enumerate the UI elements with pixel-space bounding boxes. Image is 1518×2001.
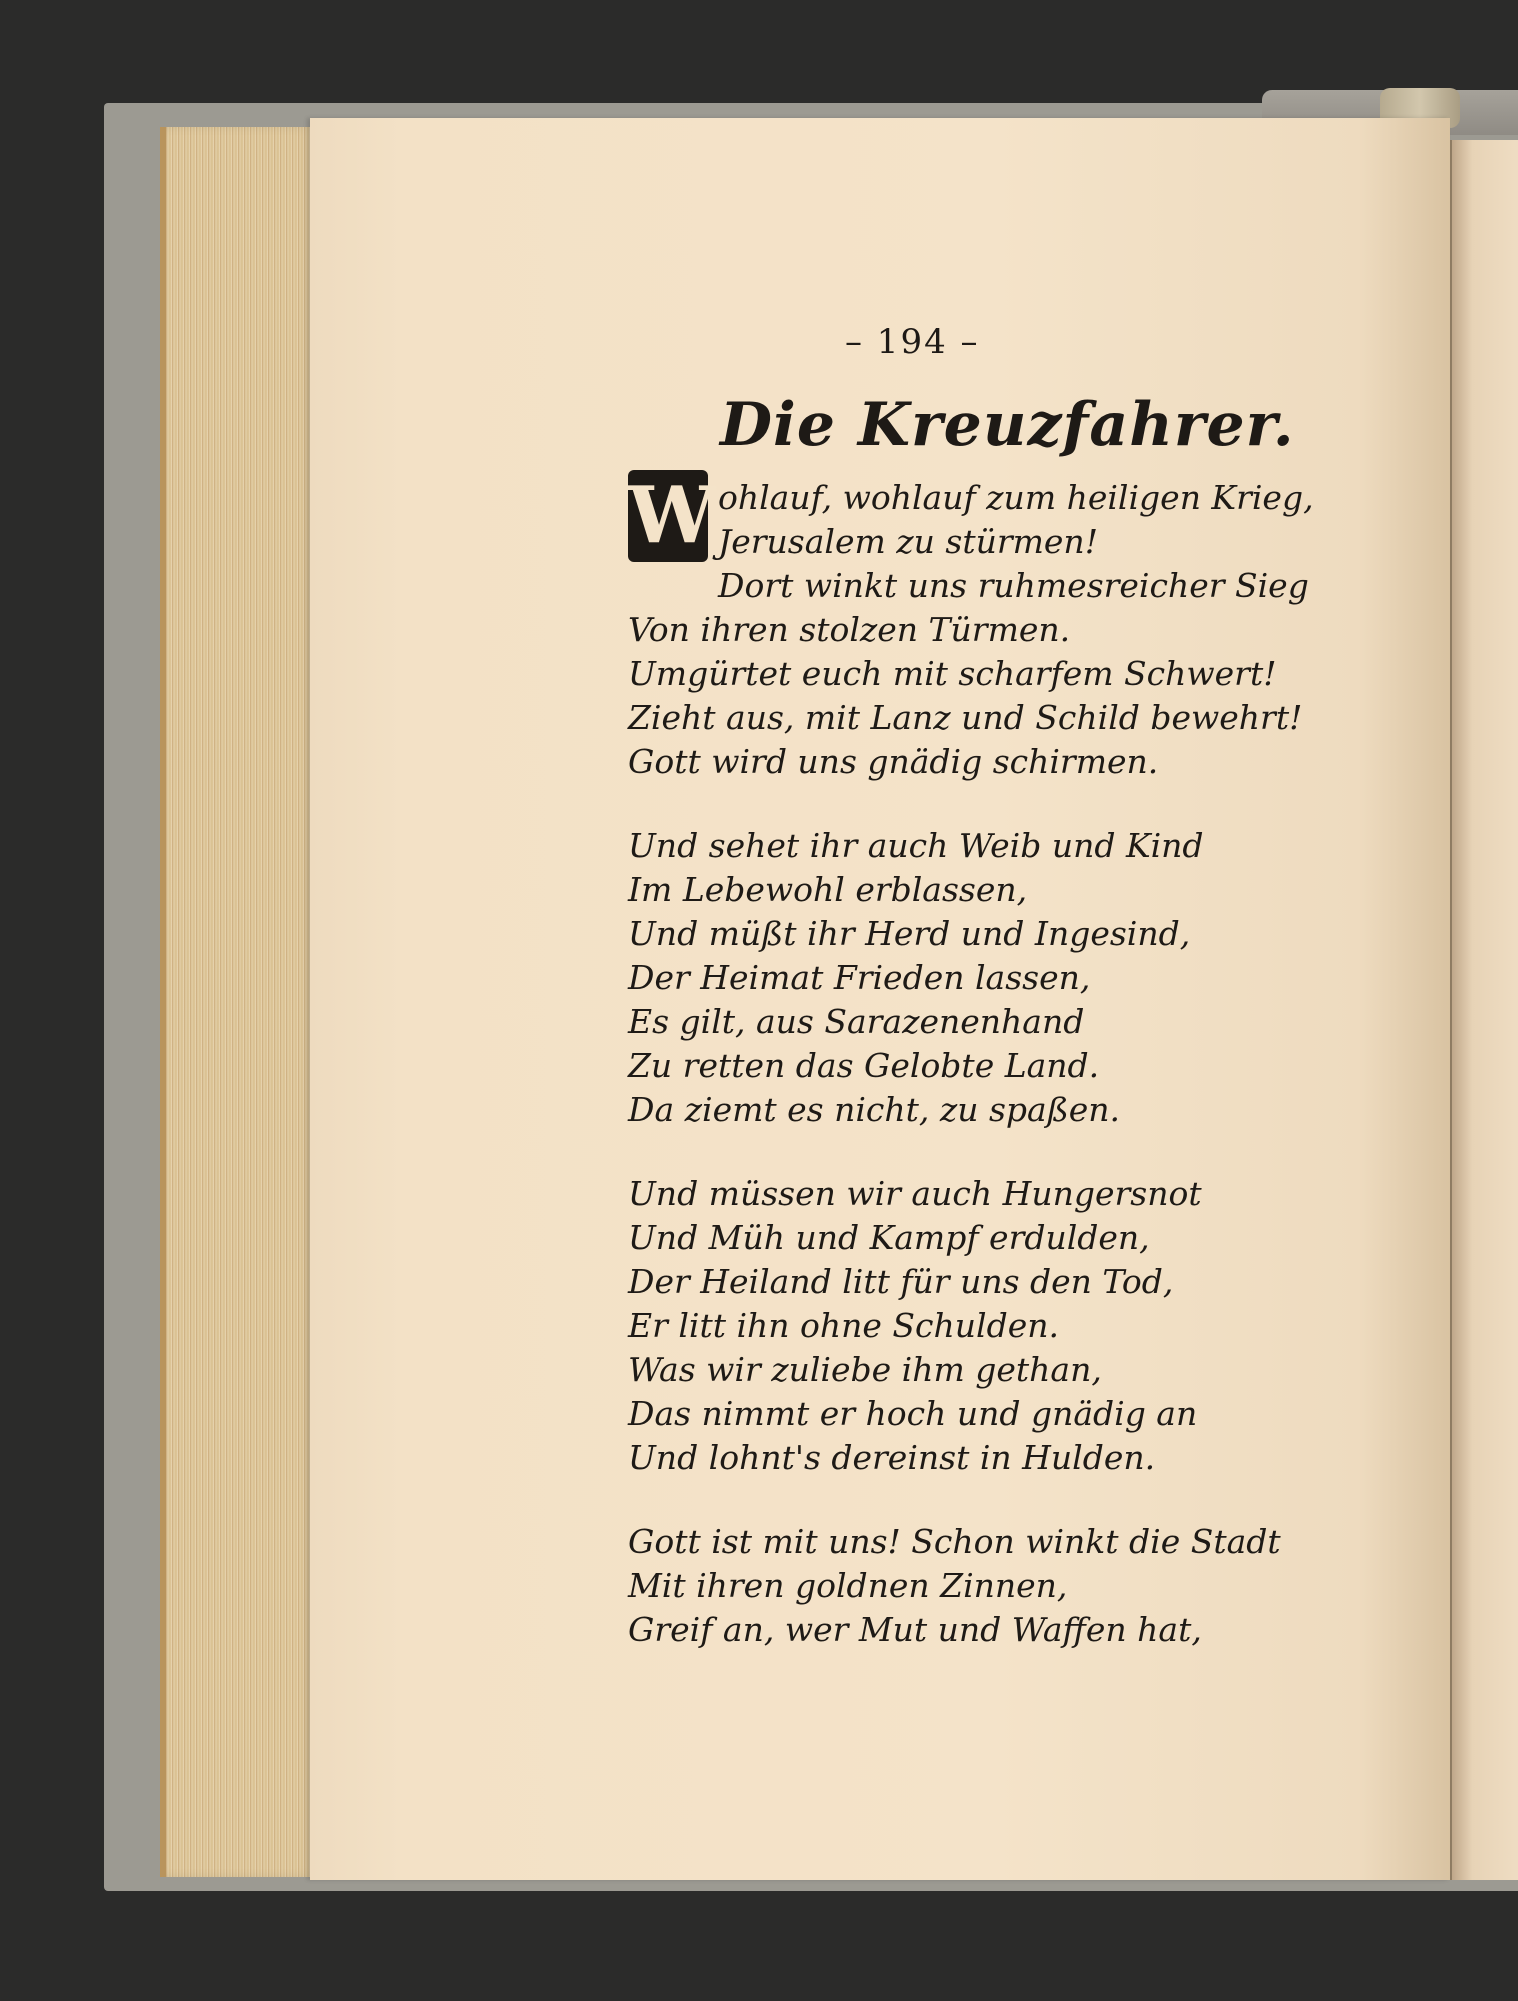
poem-line: Umgürtet euch mit scharfem Schwert! — [628, 654, 1277, 693]
poem-line: Mit ihren goldnen Zinnen, — [628, 1566, 1068, 1605]
poem-line: Da ziemt es nicht, zu spaßen. — [628, 1090, 1121, 1129]
drop-cap-initial: W — [628, 470, 716, 561]
poem-line: Gott wird uns gnädig schirmen. — [628, 742, 1159, 781]
poem-line: Er litt ihn ohne Schulden. — [628, 1306, 1059, 1345]
poem-line: Der Heiland litt für uns den Tod, — [628, 1262, 1174, 1301]
page-edges — [160, 127, 316, 1877]
poem-line: Jerusalem zu stürmen! — [718, 522, 1098, 561]
poem-line: Was wir zuliebe ihm gethan, — [628, 1350, 1102, 1389]
facing-page-edge — [1450, 140, 1518, 1880]
poem-title: Die Kreuzfahrer. — [720, 390, 1295, 460]
poem-line: Gott ist mit uns! Schon winkt die Stadt — [628, 1522, 1281, 1561]
poem-line: Das nimmt er hoch und gnädig an — [628, 1394, 1198, 1433]
poem-line: Und müssen wir auch Hungersnot — [628, 1174, 1202, 1213]
poem-line: Und sehet ihr auch Weib und Kind — [628, 826, 1204, 865]
poem-line: Und müßt ihr Herd und Ingesind, — [628, 914, 1191, 953]
page-number: – 194 – — [845, 322, 980, 362]
poem-line: Zieht aus, mit Lanz und Schild bewehrt! — [628, 698, 1303, 737]
poem-line: Im Lebewohl erblassen, — [628, 870, 1028, 909]
poem-line: Von ihren stolzen Türmen. — [628, 610, 1071, 649]
poem-line: Zu retten das Gelobte Land. — [628, 1046, 1100, 1085]
poem-line: Greif an, wer Mut und Waffen hat, — [628, 1610, 1202, 1649]
poem-line: Und lohnt's dereinst in Hulden. — [628, 1438, 1156, 1477]
poem-line: Der Heimat Frieden lassen, — [628, 958, 1091, 997]
poem-line: ohlauf, wohlauf zum heiligen Krieg, — [718, 478, 1314, 517]
poem-line: Es gilt, aus Sarazenenhand — [628, 1002, 1085, 1041]
poem-line: Dort winkt uns ruhmesreicher Sieg — [718, 566, 1309, 605]
poem-line: Und Müh und Kampf erdulden, — [628, 1218, 1150, 1257]
